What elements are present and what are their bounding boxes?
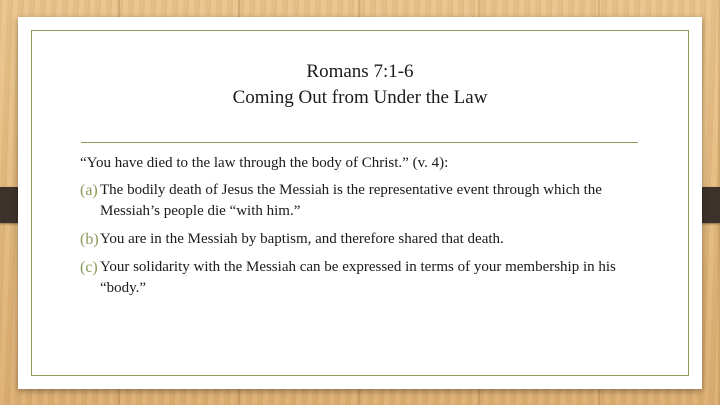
- list-item: [80, 180, 650, 222]
- list-item: [80, 257, 650, 299]
- intro-quote: “You have died to the law through the body of Christ.” (v. 4):: [80, 155, 449, 171]
- list-item-text: Your solidarity with the Messiah can be expressed in terms of your membership in his “body.”: [100, 259, 616, 296]
- list-item: [80, 229, 650, 250]
- list-item-text: The bodily death of Jesus the Messiah is the representative event through which the Messiah’s people die “with him.”: [100, 182, 602, 219]
- slide-body: [80, 153, 650, 306]
- list-item-text: You are in the Messiah by baptism, and therefore shared that death.: [100, 231, 504, 247]
- title-line-subtitle: Coming Out from Under the Law: [232, 87, 488, 108]
- title-line-reference: Romans 7:1-6: [306, 61, 414, 82]
- list-marker: (c): [80, 259, 98, 276]
- list-marker: (b): [80, 231, 99, 248]
- title-divider: [81, 142, 638, 143]
- slide-title: [18, 59, 702, 111]
- slide-card: [18, 17, 702, 389]
- list-marker: (a): [80, 182, 98, 199]
